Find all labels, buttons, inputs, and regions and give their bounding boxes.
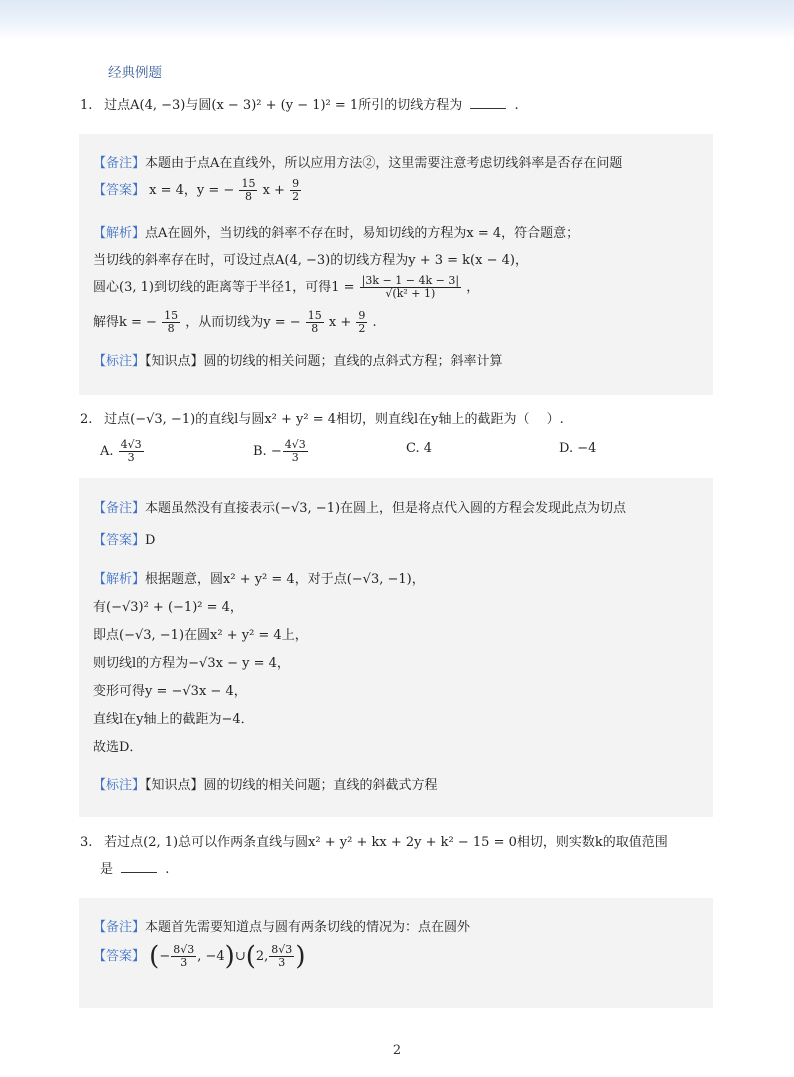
question-2 [80,410,564,430]
mark-text: 【知识点】圆的切线的相关问题；直线的点斜式方程；斜率计算 [145,354,503,369]
fraction: $\frac{15}{8}$ [307,309,322,335]
fraction: $\frac{9}{2}$ [358,309,366,335]
explanation-line: 变形可得y = −√3x − 4， [93,684,247,699]
option-a [100,439,145,464]
fraction: $\frac{8√3}{3}$ [271,943,293,969]
question-text: 若过点(2, 1)总可以作两条直线与圆x² + y² + kx + 2y + k² − 15 = 0相切，则实数k的取值范围 [104,835,668,850]
section-title: 经典例题 [108,65,162,81]
fraction: $\frac{4√3}{3}$ [120,438,142,464]
explanation-line [93,222,579,241]
answer-line [93,529,155,548]
answer-text: D [145,533,156,548]
note-text: 本题虽然没有直接表示(−√3, −1)在圆上，但是将点代入圆的方程会发现此点为切点 [145,501,627,516]
note-line [93,152,622,171]
answer-text: − [159,949,171,964]
explanation-line [93,568,425,587]
answer-tag: 【答案】 [93,533,146,548]
explanation-text: . [372,315,377,330]
question-text: 过点(−√3, −1)的直线l与圆x² + y² = 4相切，则直线l在y轴上的截距为（ ）. [104,412,564,427]
explanation-text: ，从而切线为y = − [185,315,301,330]
answer-text: , −4 [197,949,225,964]
solution-box-1 [79,134,713,395]
answer-tag: 【答案】 [93,183,146,198]
explanation-line: 故选D． [93,740,143,755]
fraction: $\frac{9}{2}$ [292,177,300,203]
question-1 [80,96,519,116]
explanation-line: 有(−√3)² + (−1)² = 4， [93,600,243,615]
explanation-tag: 【解析】 [93,226,146,241]
explanation-text: 根据题意，圆x² + y² = 4，对于点(−√3, −1)， [145,572,425,587]
explanation-tag: 【解析】 [93,572,146,587]
explanation-text: 解得k = − [93,315,157,330]
question-number: 3. [80,835,93,850]
note-text: 本题首先需要知道点与圆有两条切线的情况为：点在圆外 [145,920,471,935]
answer-tag: 【答案】 [93,949,146,964]
note-line [93,916,470,935]
answer-text: x + [262,183,285,198]
question-3 [80,833,668,853]
explanation-text: 点A在圆外，当切线的斜率不存在时，易知切线的方程为x = 4，符合题意； [145,226,580,241]
fraction: $\frac{15}{8}$ [164,309,179,335]
paren-close: ) [295,941,306,972]
question-number: 2. [80,412,93,427]
paren-open: ( [245,941,256,972]
fraction: $\frac{4√3}{3}$ [284,438,306,464]
answer-text: 2, [255,949,269,964]
question-text: 是 [100,862,114,877]
explanation-line: 当切线的斜率存在时，可设过点A(4, −3)的切线方程为y + 3 = k(x − 4)， [93,253,528,268]
question-tail: . [514,98,519,113]
note-tag: 【备注】 [93,501,146,516]
option-sign: − [270,444,282,459]
explanation-text: x + [328,315,352,330]
union-symbol: ∪ [234,949,246,964]
answer-blank [121,872,157,873]
explanation-text: ， [466,280,480,295]
mark-tag: 【标注】 [93,354,146,369]
answer-line [93,941,306,972]
note-line [93,497,626,516]
fraction: $\frac{8√3}{3}$ [173,943,195,969]
option-b [253,439,309,464]
paren-close: ) [224,941,235,972]
explanation-text: 圆心(3, 1)到切线的距离等于半径1，可得1 = [93,280,355,295]
mark-text: 【知识点】圆的切线的相关问题；直线的斜截式方程 [145,778,438,793]
fraction: $\frac{|3k - 1 - 4k - 3|}{\text{√(k² + 1)}}$ [361,274,460,300]
solution-box-2 [79,478,713,817]
question-text: 过点A(4, −3)与圆(x − 3)² + (y − 1)² = 1所引的切线方程为 [104,98,463,113]
note-tag: 【备注】 [93,156,146,171]
option-label: A. [100,444,114,459]
explanation-line: 即点(−√3, −1)在圆x² + y² = 4上， [93,628,308,643]
fraction: $\frac{15}{8}$ [241,177,256,203]
option-d: D. −4 [559,441,597,456]
explanation-line: 则切线l的方程为−√3x − y = 4， [93,656,290,671]
page-number: 2 [392,1043,402,1058]
answer-text: x = 4，y = − [149,183,235,198]
option-c: C. 4 [406,441,433,456]
question-3-line-2 [100,860,169,880]
mark-tag: 【标注】 [93,778,146,793]
paren-open: ( [149,941,160,972]
note-tag: 【备注】 [93,920,146,935]
mark-line [93,774,438,793]
explanation-line [93,310,377,335]
explanation-line: 直线l在y轴上的截距为−4． [93,712,254,727]
explanation-line [93,275,479,300]
answer-blank [470,108,506,109]
mark-line [93,350,503,369]
header-band [0,0,794,40]
solution-box-3 [79,898,713,1008]
answer-line [93,178,302,203]
note-text: 本题由于点A在直线外，所以应用方法②，这里需要注意考虑切线斜率是否存在问题 [145,156,623,171]
question-number: 1. [80,98,93,113]
option-label: B. [253,444,267,459]
question-tail: . [165,862,170,877]
